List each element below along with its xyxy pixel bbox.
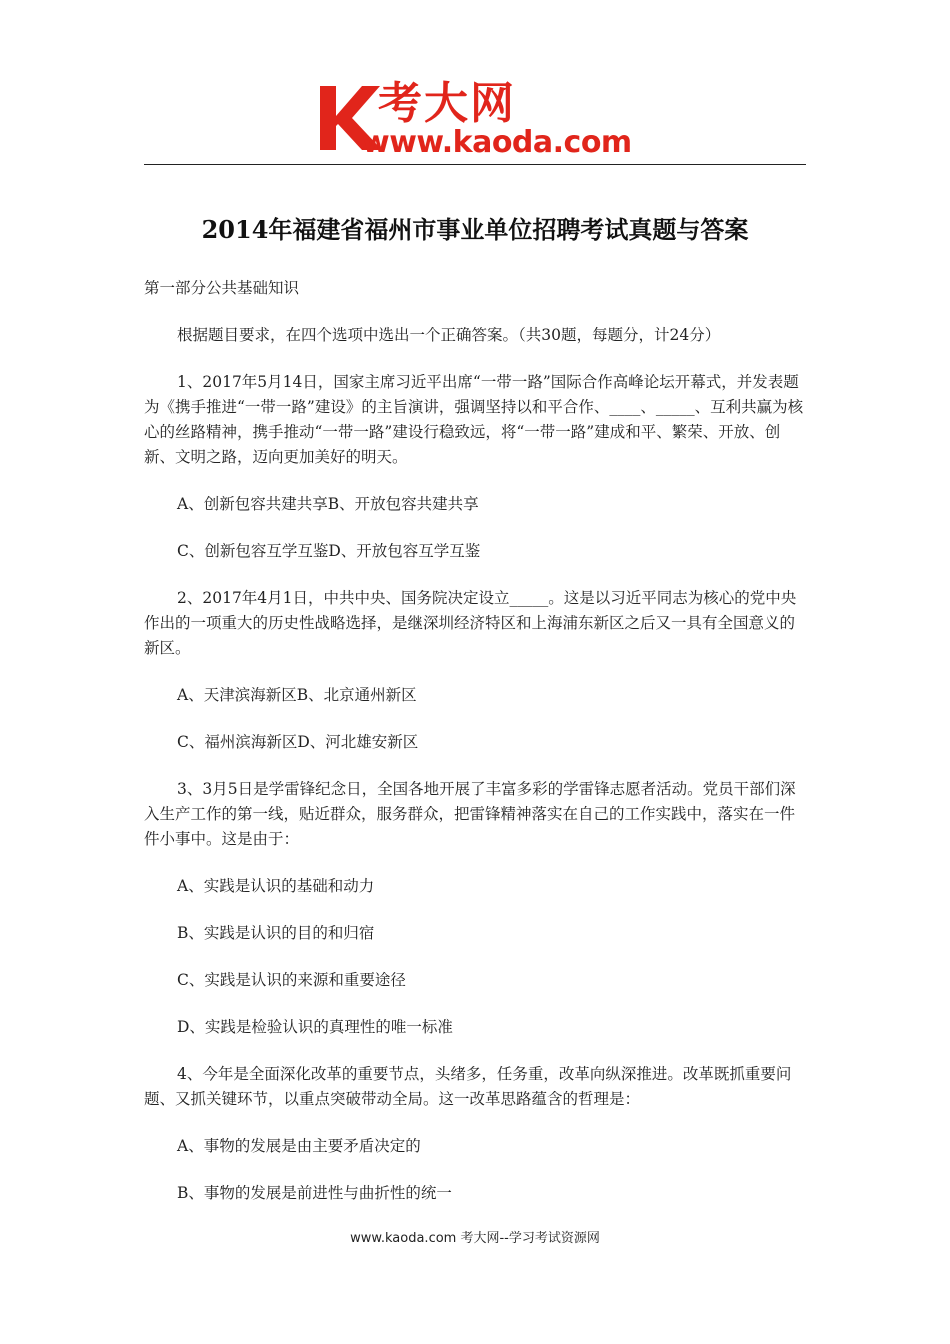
question-1-stem: 1、2017年5月14日，国家主席习近平出席“一带一路”国际合作高峰论坛开幕式，并发表题为《携手推进“一带一路”建设》的主旨演讲，强调坚持以和平合作、____、_____、互利共赢为核心的丝路精神，携手推动“一带一路”建设行稳致远，将“一带一路”建成和平、繁荣、开放、创新、文明之路，迈向更加美好的明天。 (144, 373, 804, 466)
question-4-option-a: A、事物的发展是由主要矛盾决定的 (177, 1137, 421, 1155)
question-1-option-line: A、创新包容共建共享B、开放包容共建共享 (177, 495, 479, 513)
question-3-option-b: B、实践是认识的目的和归宿 (177, 924, 375, 942)
question-4-stem: 4、今年是全面深化改革的重要节点，头绪多，任务重，改革向纵深推进。改革既抓重要问题、又抓关键环节，以重点突破带动全局。这一改革思路蕴含的哲理是： (144, 1065, 792, 1108)
question-4-option-b: B、事物的发展是前进性与曲折性的统一 (177, 1184, 452, 1202)
question-2-option-line: C、福州滨海新区D、河北雄安新区 (177, 733, 419, 751)
question-3-option-d: D、实践是检验认识的真理性的唯一标准 (177, 1018, 453, 1036)
logo-url-text: www.kaoda.com (362, 125, 632, 160)
question-2-stem: 2、2017年4月1日，中共中央、国务院决定设立_____。这是以习近平同志为核心的党中央作出的一项重大的历史性战略选择，是继深圳经济特区和上海浦东新区之后又一具有全国意义的新区。 (144, 589, 797, 657)
instruction-text: 根据题目要求，在四个选项中选出一个正确答案。（共30题，每题分，计24分） (177, 326, 721, 344)
question-3-option-a: A、实践是认识的基础和动力 (177, 877, 375, 895)
logo-chinese-text: 考大网 (378, 78, 516, 129)
question-2-option-line: A、天津滨海新区B、北京通州新区 (177, 686, 417, 704)
page-footer: www.kaoda.com 考大网--学习考试资源网 (350, 1231, 600, 1246)
question-3-stem: 3、3月5日是学雷锋纪念日，全国各地开展了丰富多彩的学雷锋志愿者活动。党员干部们深入生产工作的第一线，贴近群众，服务群众，把雷锋精神落实在自己的工作实践中，落实在一件件小事中。这是由于： (144, 780, 796, 848)
question-3-option-c: C、实践是认识的来源和重要途径 (177, 971, 406, 989)
section-heading: 第一部分公共基础知识 (144, 279, 300, 297)
kaoda-logo (318, 78, 648, 158)
header-divider (144, 164, 806, 165)
document-title: 2014年福建省福州市事业单位招聘考试真题与答案 (201, 215, 749, 244)
document-body (144, 276, 810, 1206)
question-1-option-line: C、创新包容互学互鉴D、开放包容互学互鉴 (177, 542, 481, 560)
